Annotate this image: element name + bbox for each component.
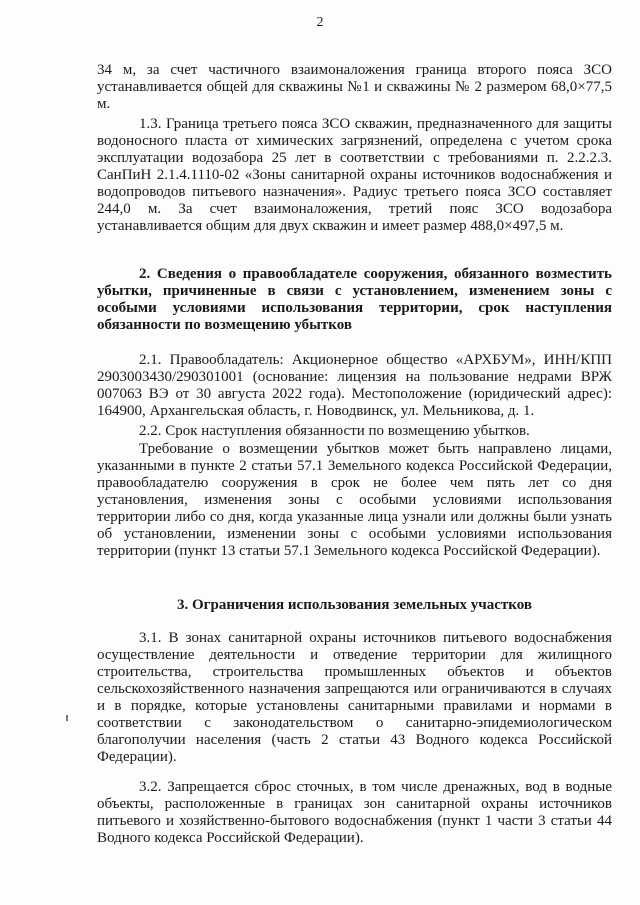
- section-2-heading: 2. Сведения о правообладателе сооружения, обязанного возместить убытки, причиненные в связи с установлением, изменением зоны с особыми условиями использования территории, срок наступления обязанности по возмещению убытков: [97, 266, 612, 333]
- page-number: 2: [316, 15, 324, 30]
- paragraph-compensation-claim: Требование о возмещении убытков может быть направлено лицами, указанными в пункте 2 статьи 57.1 Земельного кодекса Российской Федерации, правообладателю сооружения в срок не более чем пять лет со дня установления, изменения зоны с особыми условиями использования территории либо со дня, когда указанные лица узнали или должны были узнать об установлении, изменении зоны с особыми условиями использования территории (пункт 13 статьи 57.1 Земельного кодекса Российской Федерации).: [97, 441, 612, 559]
- paragraph-2-1: 2.1. Правообладатель: Акционерное общество «АРХБУМ», ИНН/КПП 2903003430/290301001 (основание: лицензия на пользование недрами ВРЖ 007063 ВЭ от 30 августа 2022 года). Местоположение (юридический адрес): 164900, Архангельская область, г. Новодвинск, ул. Мельникова, д. 1.: [97, 352, 612, 419]
- section-3-heading: 3. Ограничения использования земельных участков: [177, 597, 532, 613]
- paragraph-3-2: 3.2. Запрещается сброс сточных, в том числе дренажных, вод в водные объекты, расположенные в границах зон санитарной охраны источников питьевого и хозяйственно-бытового водоснабжения (пункт 1 части 3 статьи 44 Водного кодекса Российской Федерации).: [97, 779, 612, 846]
- paragraph-1-3: 1.3. Граница третьего пояса ЗСО скважин, предназначенного для защиты водоносного пласта от химических загрязнений, определена с учетом срока эксплуатации водозабора 25 лет в соответствии с требованиями п. 2.2.2.3. СанПиН 2.1.4.1110-02 «Зоны санитарной охраны источников водоснабжения и водопроводов питьевого назначения». Радиус третьего пояса ЗСО составляет 244,0 м. За счет взаимоналожения, третий пояс ЗСО водозабора устанавливается общим для двух скважин и имеет размер 488,0×497,5 м.: [97, 116, 612, 234]
- margin-mark: [66, 715, 68, 721]
- paragraph-3-1: 3.1. В зонах санитарной охраны источников питьевого водоснабжения осуществление деятельности и отведение территории для жилищного строительства, строительства промышленных объектов и объектов сельскохозяйственного назначения запрещаются или ограничиваются в случаях и в порядке, которые установлены санитарными правилами и нормами в соответствии с законодательством о санитарно-эпидемиологическом благополучии населения (часть 2 статьи 43 Водного кодекса Российской Федерации).: [97, 630, 612, 765]
- paragraph-zone2-size: 34 м, за счет частичного взаимоналожения граница второго пояса ЗСО устанавливается общей для скважины №1 и скважины № 2 размером 68,0×77,5 м.: [97, 62, 612, 112]
- paragraph-2-2: 2.2. Срок наступления обязанности по возмещению убытков.: [139, 423, 530, 439]
